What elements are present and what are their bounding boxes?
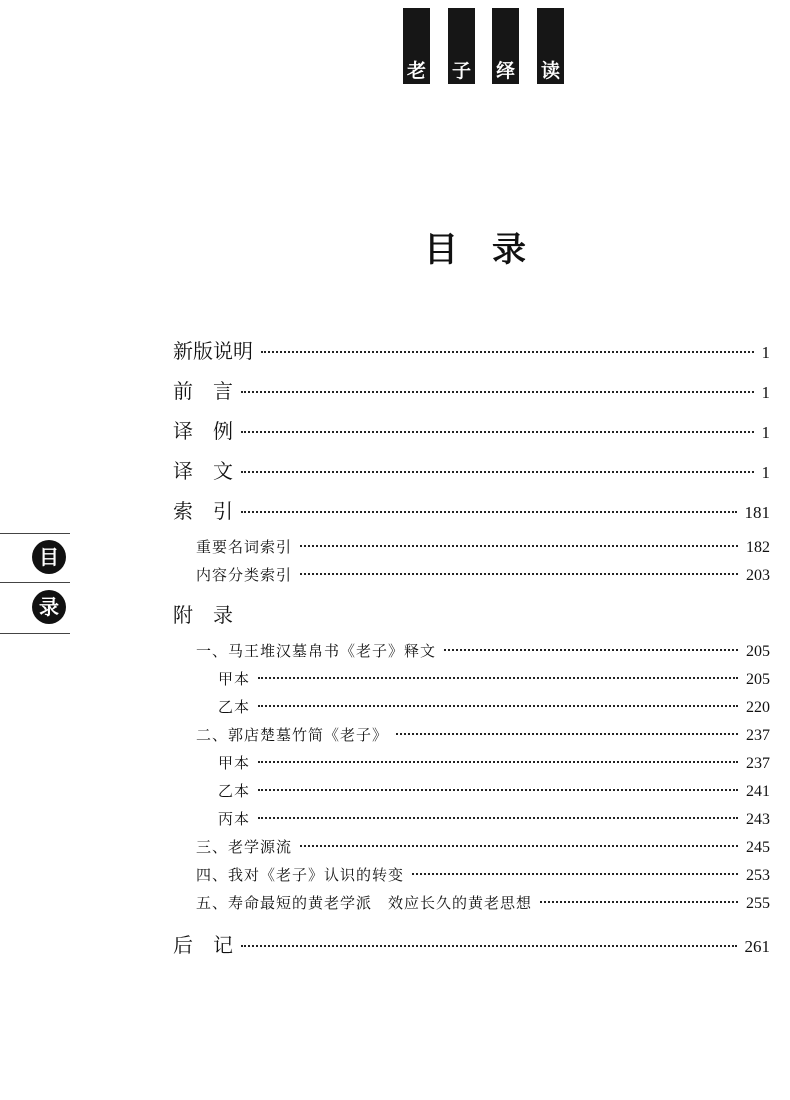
toc-page: 203 (746, 567, 770, 584)
toc-label: 一、马王堆汉墓帛书《老子》释文 (196, 642, 437, 660)
book-title-tab: 老 (403, 8, 430, 84)
toc-page: 261 (744, 937, 770, 956)
toc-entry[interactable] (196, 640, 770, 661)
toc-page: 181 (744, 503, 770, 522)
toc-label: 二、郭店楚墓竹简《老子》 (196, 726, 389, 744)
side-divider (0, 633, 70, 634)
leader-dots (261, 351, 754, 353)
toc-entry[interactable] (218, 808, 770, 829)
toc-entry[interactable] (173, 495, 770, 524)
leader-dots (241, 391, 754, 393)
toc-entry[interactable] (196, 864, 770, 885)
page-title: 目 录 (424, 230, 526, 270)
leader-dots (300, 845, 738, 847)
toc-label: 重要名词索引 (196, 538, 293, 556)
toc-label: 前 言 (173, 379, 233, 403)
toc-page: 245 (746, 839, 770, 856)
leader-dots (412, 873, 738, 875)
leader-dots (396, 733, 738, 735)
toc-entry[interactable] (218, 696, 770, 717)
leader-dots (258, 705, 738, 707)
toc-page: 1 (761, 463, 770, 482)
toc-page: 243 (746, 811, 770, 828)
leader-dots (241, 945, 737, 947)
leader-dots (300, 573, 738, 575)
toc-entry[interactable] (173, 415, 770, 444)
toc-entry[interactable] (218, 668, 770, 689)
side-mark-mu: 目 (32, 540, 66, 574)
toc-label: 新版说明 (173, 339, 253, 363)
leader-dots (241, 431, 754, 433)
toc-entry[interactable] (173, 929, 770, 958)
toc-label: 三、老学源流 (196, 838, 293, 856)
toc-label: 乙本 (218, 698, 251, 716)
leader-dots (258, 817, 738, 819)
toc-label: 译 文 (173, 459, 233, 483)
leader-dots (444, 649, 738, 651)
toc-entry[interactable] (218, 780, 770, 801)
toc-entry[interactable] (173, 335, 770, 364)
toc-entry[interactable] (196, 892, 770, 913)
toc-page: 182 (746, 539, 770, 556)
toc-page: 220 (746, 699, 770, 716)
book-title-tab: 子 (448, 8, 475, 84)
toc-page: 1 (761, 423, 770, 442)
toc-page: 1 (761, 343, 770, 362)
toc-page: 237 (746, 727, 770, 744)
toc-label: 索 引 (173, 499, 233, 523)
toc-page: 241 (746, 783, 770, 800)
toc-entry[interactable] (196, 836, 770, 857)
toc-label: 附 录 (173, 603, 233, 627)
toc-page: 205 (746, 643, 770, 660)
leader-dots (241, 471, 754, 473)
toc-page: 255 (746, 895, 770, 912)
book-title-tab: 读 (537, 8, 564, 84)
book-title-tab: 绎 (492, 8, 519, 84)
toc-entry[interactable] (196, 536, 770, 557)
toc-label: 四、我对《老子》认识的转变 (196, 866, 405, 884)
toc-entry[interactable] (218, 752, 770, 773)
leader-dots (540, 901, 738, 903)
toc-label: 甲本 (218, 754, 251, 772)
toc-entry[interactable] (173, 455, 770, 484)
toc-label: 甲本 (218, 670, 251, 688)
side-mark-lu: 录 (32, 590, 66, 624)
toc-page: 205 (746, 671, 770, 688)
side-divider (0, 582, 70, 583)
side-divider (0, 533, 70, 534)
toc-label: 内容分类索引 (196, 566, 293, 584)
toc-label: 丙本 (218, 810, 251, 828)
toc-page: 237 (746, 755, 770, 772)
book-title-tabs (0, 8, 790, 88)
toc-label: 后 记 (173, 933, 233, 957)
toc-label: 五、寿命最短的黄老学派 效应长久的黄老思想 (196, 894, 533, 912)
toc-label: 译 例 (173, 419, 233, 443)
toc-page: 253 (746, 867, 770, 884)
toc-entry[interactable] (196, 724, 770, 745)
leader-dots (258, 761, 738, 763)
leader-dots (258, 677, 738, 679)
leader-dots (258, 789, 738, 791)
leader-dots (241, 511, 737, 513)
toc-entry[interactable] (173, 375, 770, 404)
toc-page: 1 (761, 383, 770, 402)
toc-entry[interactable] (173, 599, 770, 628)
leader-dots (300, 545, 738, 547)
toc-entry[interactable] (196, 564, 770, 585)
toc-label: 乙本 (218, 782, 251, 800)
